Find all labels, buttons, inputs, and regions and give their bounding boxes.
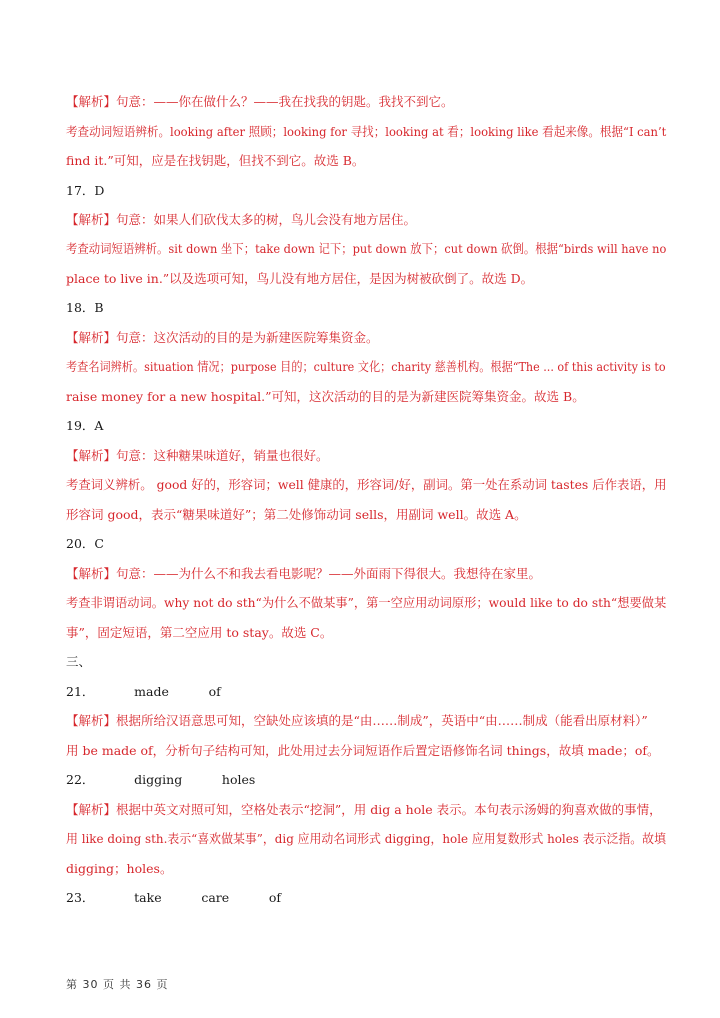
explanation-line: 用 like doing sth.表示“喜欢做某事”，dig 应用动名词形式 digging，hole 应用复数形式 holes 表示泛指。故填: [66, 831, 666, 846]
explanation-line: 【解析】句意：这种糖果味道好，销量也很好。: [66, 448, 329, 463]
explanation-line: 【解析】句意：——你在做什么？——我在找我的钥匙。我找不到它。: [66, 94, 454, 109]
explanation-line: 形容词 good，表示“糖果味道好”；第二处修饰动词 sells，用副词 well。故选 A。: [66, 507, 527, 522]
question-number-line: 23． take care of: [66, 890, 282, 905]
explanation-line: place to live in.”以及选项可知，鸟儿没有地方居住，是因为树被砍倒了。故选 D。: [66, 271, 534, 286]
explanation-line: 事”，固定短语，第二空应用 to stay。故选 C。: [66, 625, 333, 640]
question-number-line: 18．B: [66, 300, 104, 315]
explanation-line: 用 be made of，分析句子结构可知，此处用过去分词短语作后置定语修饰名词 things，故填 made；of。: [66, 743, 660, 758]
explanation-line: 考查词义辨析。 good 好的，形容词；well 健康的，形容词/好，副词。第一处在系动词 tastes 后作表语，用: [66, 477, 667, 492]
explanation-line: 【解析】根据所给汉语意思可知，空缺处应该填的是“由……制成”，英语中“由……制成（能看出原材料）”: [66, 713, 648, 728]
page-footer: 第 30 页 共 36 页: [66, 978, 169, 991]
question-number-line: 17．D: [66, 183, 105, 198]
explanation-line: 【解析】句意：如果人们砍伐太多的树，鸟儿会没有地方居住。: [66, 212, 417, 227]
explanation-line: 【解析】句意：这次活动的目的是为新建医院筹集资金。: [66, 330, 379, 345]
explanation-line: find it.”可知，应是在找钥匙，但找不到它。故选 B。: [66, 153, 365, 168]
question-number-line: 三、: [66, 654, 92, 669]
question-number-line: 22． digging holes: [66, 772, 256, 787]
question-number-line: 19．A: [66, 418, 104, 433]
explanation-line: digging；holes。: [66, 861, 173, 876]
explanation-line: 【解析】句意：——为什么不和我去看电影呢？——外面雨下得很大。我想待在家里。: [66, 566, 542, 581]
explanation-line: 考查名词辨析。situation 情况；purpose 目的；culture 文化；charity 慈善机构。根据“The ... of this activity is to: [66, 359, 666, 374]
question-number-line: 21． made of: [66, 684, 221, 699]
explanation-line: 考查动词短语辨析。looking after 照顾；looking for 寻找；looking at 看；looking like 看起来像。根据“I can’t: [66, 124, 667, 139]
explanation-line: 考查非谓语动词。why not do sth“为什么不做某事”，第一空应用动词原形；would like to do sth“想要做某: [66, 595, 667, 610]
explanation-line: 考查动词短语辨析。sit down 坐下；take down 记下；put down 放下；cut down 砍倒。根据“birds will have no: [66, 241, 667, 256]
question-number-line: 20．C: [66, 536, 104, 551]
explanation-line: raise money for a new hospital.”可知，这次活动的目的是为新建医院筹集资金。故选 B。: [66, 389, 585, 404]
explanation-line: 【解析】根据中英文对照可知，空格处表示“挖洞”，用 dig a hole 表示。本句表示汤姆的狗喜欢做的事情，: [66, 802, 662, 817]
